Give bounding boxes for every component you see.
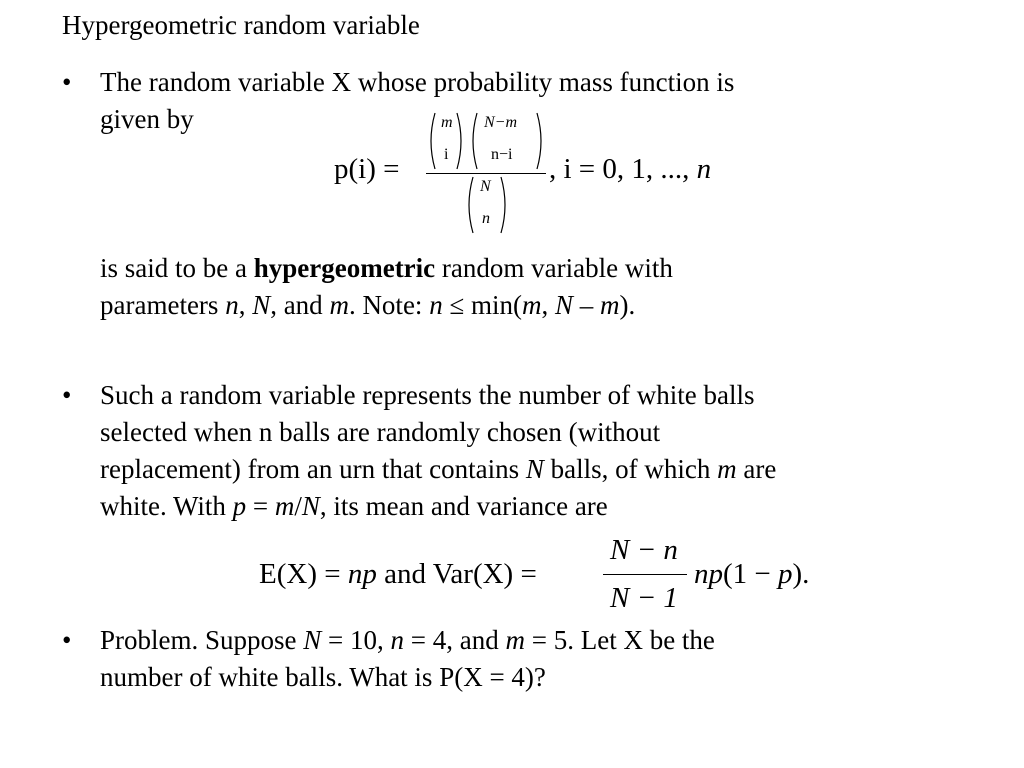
bullet-2-line-4: white. With p = m/N, its mean and variance are (100, 491, 608, 521)
binomial-1-bottom: i (444, 146, 449, 163)
slide-title: Hypergeometric random variable (62, 10, 420, 40)
binomial-2-bottom: n−i (491, 146, 513, 163)
variance-denominator: N − 1 (610, 582, 678, 614)
variance-tail: np(1 − p). (694, 558, 810, 590)
bullet-2-line-3: replacement) from an urn that contains N balls, of which m are (100, 454, 777, 484)
variance-fraction-bar (603, 574, 687, 575)
definition-line-2: parameters n, N, and m. Note: n ≤ min(m, N – m). (100, 290, 636, 320)
bullet-3-line-2: number of white balls. What is P(X = 4)? (100, 662, 546, 692)
binomial-1-top: m (441, 114, 453, 131)
bullet-marker: • (62, 625, 72, 655)
pmf-rhs: , i = 0, 1, ..., n (549, 153, 712, 185)
binomial-2-top: N−m (484, 114, 518, 131)
bullet-1-line-1: The random variable X whose probability mass function is (100, 67, 735, 97)
bullet-3-line-1: Problem. Suppose N = 10, n = 4, and m = 5. Let X be the (100, 625, 715, 655)
bullet-2-line-1: Such a random variable represents the number of white balls (100, 380, 755, 410)
mean-expression: E(X) = np and Var(X) = (259, 558, 537, 590)
bullet-marker: • (62, 67, 72, 97)
bullet-2-line-2: selected when n balls are randomly chosen (without (100, 417, 661, 447)
pmf-lhs: p(i) = (334, 153, 400, 185)
bullet-1-line-2: given by (100, 104, 194, 134)
definition-line-1: is said to be a hypergeometric random variable with (100, 253, 673, 283)
binomial-3-bottom: n (482, 210, 490, 227)
bullet-marker: • (62, 380, 72, 410)
variance-numerator: N − n (610, 534, 678, 566)
binomial-3-top: N (480, 178, 491, 195)
